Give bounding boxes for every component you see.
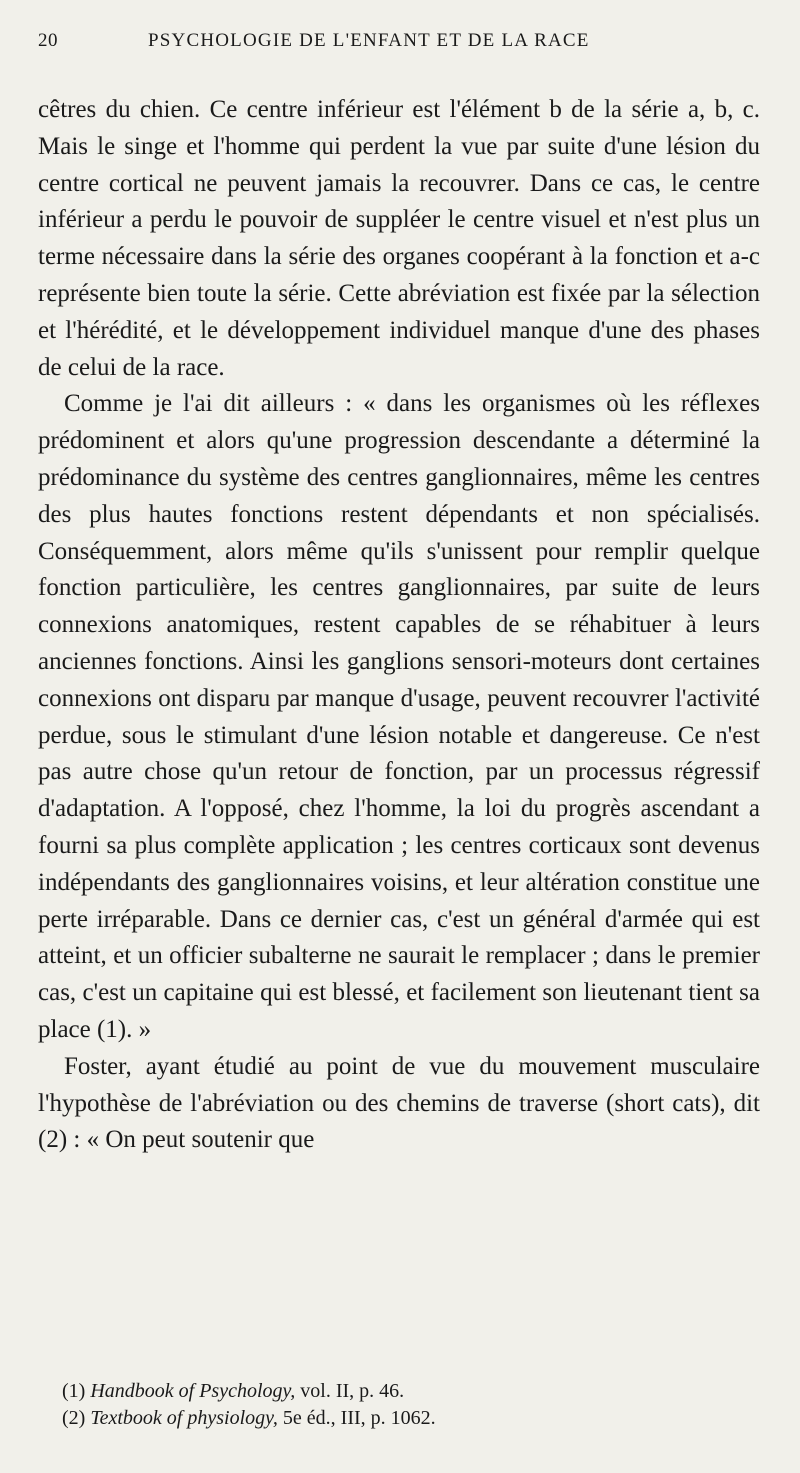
footnote-title: Textbook of physiology,: [90, 1407, 278, 1429]
footnote-reference: vol. II, p. 46.: [295, 1380, 405, 1402]
running-title: PSYCHOLOGIE DE L'ENFANT ET DE LA RACE: [148, 30, 590, 51]
paragraph: cêtres du chien. Ce centre inférieur est l'élément b de la série a, b, c. Mais le singe et l'homme qui perdent la vue par suite d'une lésion du centre cortical ne peuvent jamais la recouvrer. Dans ce cas, le centre inférieur a perdu le pouvoir de suppléer le centre visuel et n'est plus un terme nécessaire dans la série des organes coopérant à la fonction et a-c représente bien toute la série. Cette abréviation est fixée par la sélection et l'hérédité, et le développement individuel manque d'une des phases de celui de la race.: [38, 96, 760, 381]
footnote-reference: 5e éd., III, p. 1062.: [277, 1407, 436, 1429]
paragraph: Foster, ayant étudié au point de vue du mouvement musculaire l'hypothèse de l'abréviation ou des chemins de traverse (short cats), dit (2) : « On peut soutenir que: [38, 1052, 760, 1154]
footnote: [62, 1378, 722, 1405]
footnote-marker: (1): [62, 1380, 86, 1402]
footnote-title: Handbook of Psychology,: [90, 1380, 296, 1402]
running-header: [38, 30, 758, 60]
footnote: [62, 1405, 722, 1432]
footnote-marker: (2): [62, 1407, 86, 1429]
footnotes: [62, 1378, 722, 1432]
page-number: 20: [38, 30, 58, 51]
body-text: [38, 92, 760, 1159]
paragraph: Comme je l'ai dit ailleurs : « dans les organismes où les réflexes prédominent et alors qu'une progression descendante a déterminé la prédominance du système des centres ganglionnaires, même les centres des plus hautes fonctions restent dépendants et non spécialisés. Conséquemment, alors même qu'ils s'unissent pour remplir quelque fonction particulière, les centres ganglionnaires, par suite de leurs connexions anatomiques, restent capables de se réhabituer à leurs anciennes fonctions. Ainsi les ganglions sensori-moteurs dont certaines connexions ont disparu par manque d'usage, peuvent recouvrer l'activité perdue, sous le stimulant d'une lésion notable et dangereuse. Ce n'est pas autre chose qu'un retour de fonction, par un processus régressif d'adaptation. A l'opposé, chez l'homme, la loi du progrès ascendant a fourni sa plus complète application ; les centres corticaux sont devenus indépendants des ganglionnaires voisins, et leur altération constitue une perte irréparable. Dans ce dernier cas, c'est un général d'armée qui est atteint, et un officier subalterne ne saurait le remplacer ; dans le premier cas, c'est un capitaine qui est blessé, et facilement son lieutenant tient sa place (1). »: [38, 390, 760, 1043]
